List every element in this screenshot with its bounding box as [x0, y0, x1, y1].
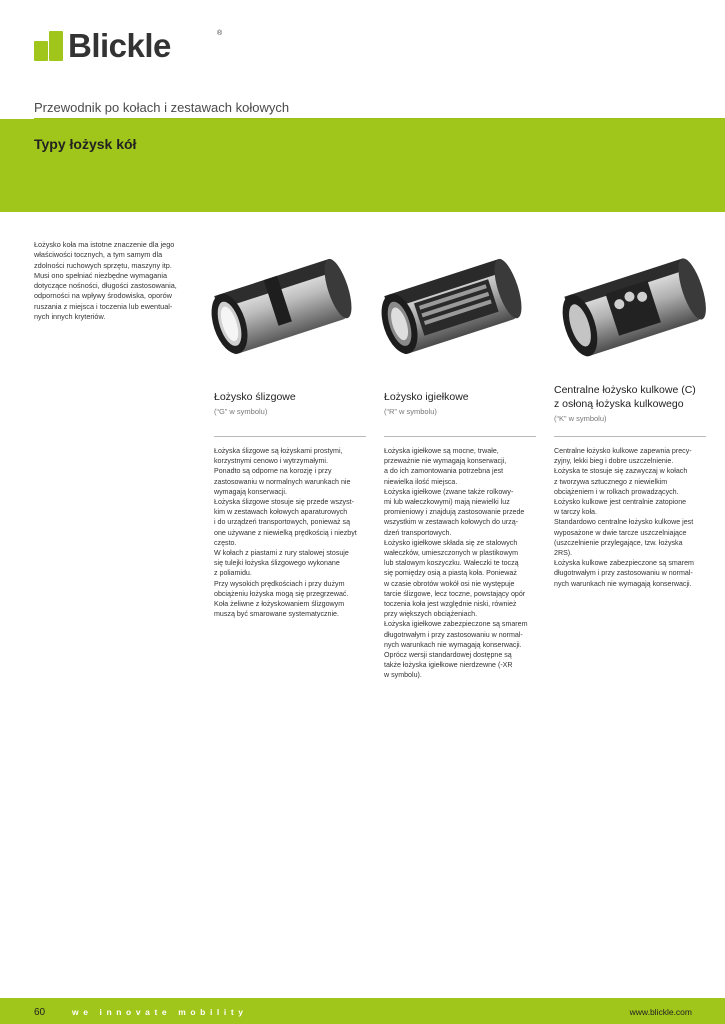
intro-text: Łożysko koła ma istotne znaczenie dla jego właściwości tocznych, a tym samym dla zdolności ruchowych sprzętu, maszyny itp. Musi ono spełniać niezbędne wymagania dotyczące nośności, długości zastosowania, odporności na wpływy środowiska, oporów ruszania z miejsca i toczenia lub ewentual- nych innych kryteriów.	[34, 240, 177, 322]
registered-mark: ®	[217, 30, 223, 37]
footer-slogan: we innovate mobility	[72, 1007, 248, 1017]
needle-bearing-header	[384, 390, 534, 416]
ball-bearing-text: Centralne łożysko kulkowe zapewnia precy- zyjny, lekki bieg i dobre uszczelnienie. Łożyska te stosuje się zazwyczaj w kołach z tworzywa sztucznego z niewielkim obciążeniem i w rolkach prowadzących. Łożysko kulkowe jest centralnie zatopione w tarczy koła. Standardowo centralne łożysko kulkowe jest wyposażone w dwie tarcze uszczelniające (uszczelnienie przylegające, tzw. łożyska 2RS). Łożyska kulkowe zabezpieczone są smarem długotrwałym i przy zastosowaniu w normal- nych warunkach nie wymagają konserwacji.	[554, 447, 694, 588]
ball-bearing-image	[552, 255, 722, 365]
plain-bearing-title: Łożysko ślizgowe	[214, 391, 296, 403]
page-subtitle: Przewodnik po kołach i zestawach kołowych	[34, 100, 290, 115]
ball-bearing-header	[554, 383, 714, 423]
brand-logo	[34, 27, 223, 64]
needle-bearing-text: Łożyska igiełkowe są mocne, trwałe, przeważnie nie wymagają konserwacji, a do ich zamontowania potrzebna jest niewielka ilość miejsca. Łożyska igiełkowe (zwane także rolkowy- mi lub wałeczkowymi) mają niewielki luz promieniowy i znajdują zastosowanie przede wszystkim w zestawach kołowych do urzą- dzeń transportowych. Łożysko igiełkowe składa się ze stalowych wałeczków, umieszczonych w plastikowym lub stalowym koszyczku. Wałeczki te toczą się pomiędzy osią a piastą koła. Ponieważ w czasie obrotów wokół osi nie występuje tarcie ślizgowe, lecz toczne, powstający opór toczenia koła jest względnie niski, również przy większych obciążeniach. Łożyska igiełkowe zabezpieczone są smarem długotrwałym i przy zastosowaniu w normal- nych warunkach nie wymagają konserwacji. Oprócz wersji standardowej dostępne są także łożyska igiełkowe nierdzewne (-XR w symbolu).	[384, 447, 528, 680]
ball-bearing-title: Centralne łożysko kulkowe (C) z osłoną łożyska kulkowego	[554, 384, 696, 410]
footer-url-link[interactable]: www.blickle.com	[629, 1007, 692, 1017]
needle-bearing-image	[370, 255, 540, 365]
page-number: 60	[34, 1007, 46, 1018]
plain-bearing-divider	[214, 436, 366, 437]
plain-bearing-header	[214, 390, 364, 416]
brand-name: Blickle	[68, 27, 171, 64]
plain-bearing-symbol: (“G” w symbolu)	[214, 407, 268, 416]
ball-bearing-divider	[554, 436, 706, 437]
page-title: Typy łożysk kół	[34, 136, 137, 152]
logo-mark-icon	[34, 31, 64, 61]
ball-bearing-symbol: (“K” w symbolu)	[554, 414, 607, 423]
needle-bearing-divider	[384, 436, 536, 437]
needle-bearing-title: Łożysko igiełkowe	[384, 391, 469, 403]
plain-bearing-text: Łożyska ślizgowe są łożyskami prostymi, korzystnymi cenowo i wytrzymałymi. Ponadto są odporne na korozję i przy zastosowaniu w normalnych warunkach nie wymagają konserwacji. Łożyska ślizgowe stosuje się przede wszyst- kim w zestawach kołowych aparaturowych i do urządzeń transportowych, ponieważ są one używane z niewielką prędkością i niezbyt często. W kołach z piastami z rury stalowej stosuje się tulejki łożyska ślizgowego wykonane z poliamidu. Przy wysokich prędkościach i przy dużym obciążeniu łożyska mogą się przegrzewać. Koła żeliwne z łożyskowaniem ślizgowym muszą być smarowane systematycznie.	[214, 447, 357, 619]
title-band	[0, 119, 725, 212]
needle-bearing-symbol: (“R” w symbolu)	[384, 407, 437, 416]
plain-bearing-image	[200, 255, 370, 365]
